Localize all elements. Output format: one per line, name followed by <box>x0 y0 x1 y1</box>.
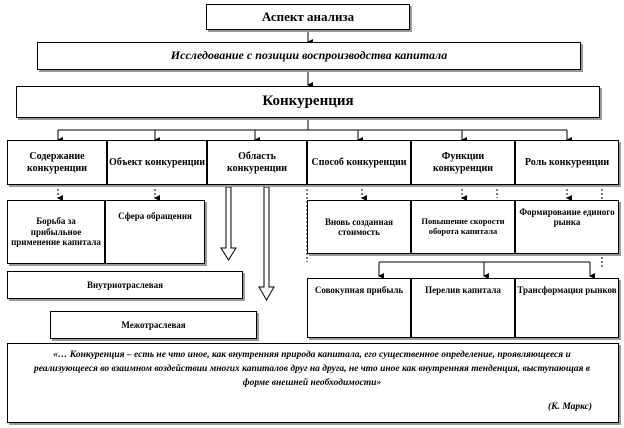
quote-author: (К. Маркс) <box>548 402 593 412</box>
intra-industry-label: Внутриотраслевая <box>86 279 164 290</box>
central-box <box>16 86 600 118</box>
column-object <box>107 140 207 185</box>
function-detail-label: Повышение скорости оборота капитала <box>421 216 505 236</box>
role-detail-box <box>515 200 619 254</box>
method-detail-box <box>307 200 411 254</box>
role-result-label: Трансформация рынков <box>517 285 617 295</box>
aspect-label: Аспект анализа <box>261 8 355 24</box>
column-area-label: Область конкуренции <box>226 151 288 174</box>
column-role <box>515 140 619 185</box>
column-area <box>207 140 307 185</box>
inter-industry-label: Межотраслевая <box>121 319 186 330</box>
column-method <box>307 140 411 185</box>
aspect-box <box>206 4 410 30</box>
object-detail-box <box>105 200 205 264</box>
content-detail-box <box>7 200 105 264</box>
role-result-box <box>515 278 619 338</box>
column-content <box>7 140 107 185</box>
method-result-box <box>307 278 411 338</box>
method-detail-label: Вновь созданная стоимость <box>324 216 394 237</box>
function-result-label: Перелив капитала <box>425 285 501 295</box>
central-label: Конкуренция <box>262 93 354 110</box>
column-object-label: Объект конкуренции <box>108 156 206 168</box>
inter-industry-box <box>50 311 257 339</box>
role-detail-label: Формирование единого рынка <box>519 207 615 228</box>
quote-text: «… Конкуренция – есть не что иное, как внутренняя природа капитала, его существенное определение, проявляющееся и реализующееся во взаимном воздействии многих капиталов друг на друга, не что иное как внутренняя тенденция, выступающая в форме внешней необходимости» <box>33 350 591 388</box>
function-result-box <box>411 278 515 338</box>
method-result-label: Совокупная прибыль <box>314 285 404 295</box>
column-method-label: Способ конкуренции <box>311 156 407 168</box>
object-detail-label: Сфера обращения <box>118 211 192 221</box>
research-label: Исследование с позиции воспроизводства капитала <box>170 48 448 63</box>
function-detail-box <box>411 200 515 254</box>
column-role-label: Роль конкуренции <box>524 156 610 168</box>
hollow-arrow-intra <box>221 187 236 260</box>
intra-industry-box <box>7 271 243 299</box>
hollow-arrow-inter <box>259 187 274 300</box>
column-content-label: Содержание конкуренции <box>26 151 88 174</box>
research-box <box>37 42 581 70</box>
content-detail-label: Борьба за прибыльное применение капитала <box>11 216 101 248</box>
column-functions <box>411 140 515 185</box>
column-functions-label: Функции конкуренции <box>432 151 494 174</box>
